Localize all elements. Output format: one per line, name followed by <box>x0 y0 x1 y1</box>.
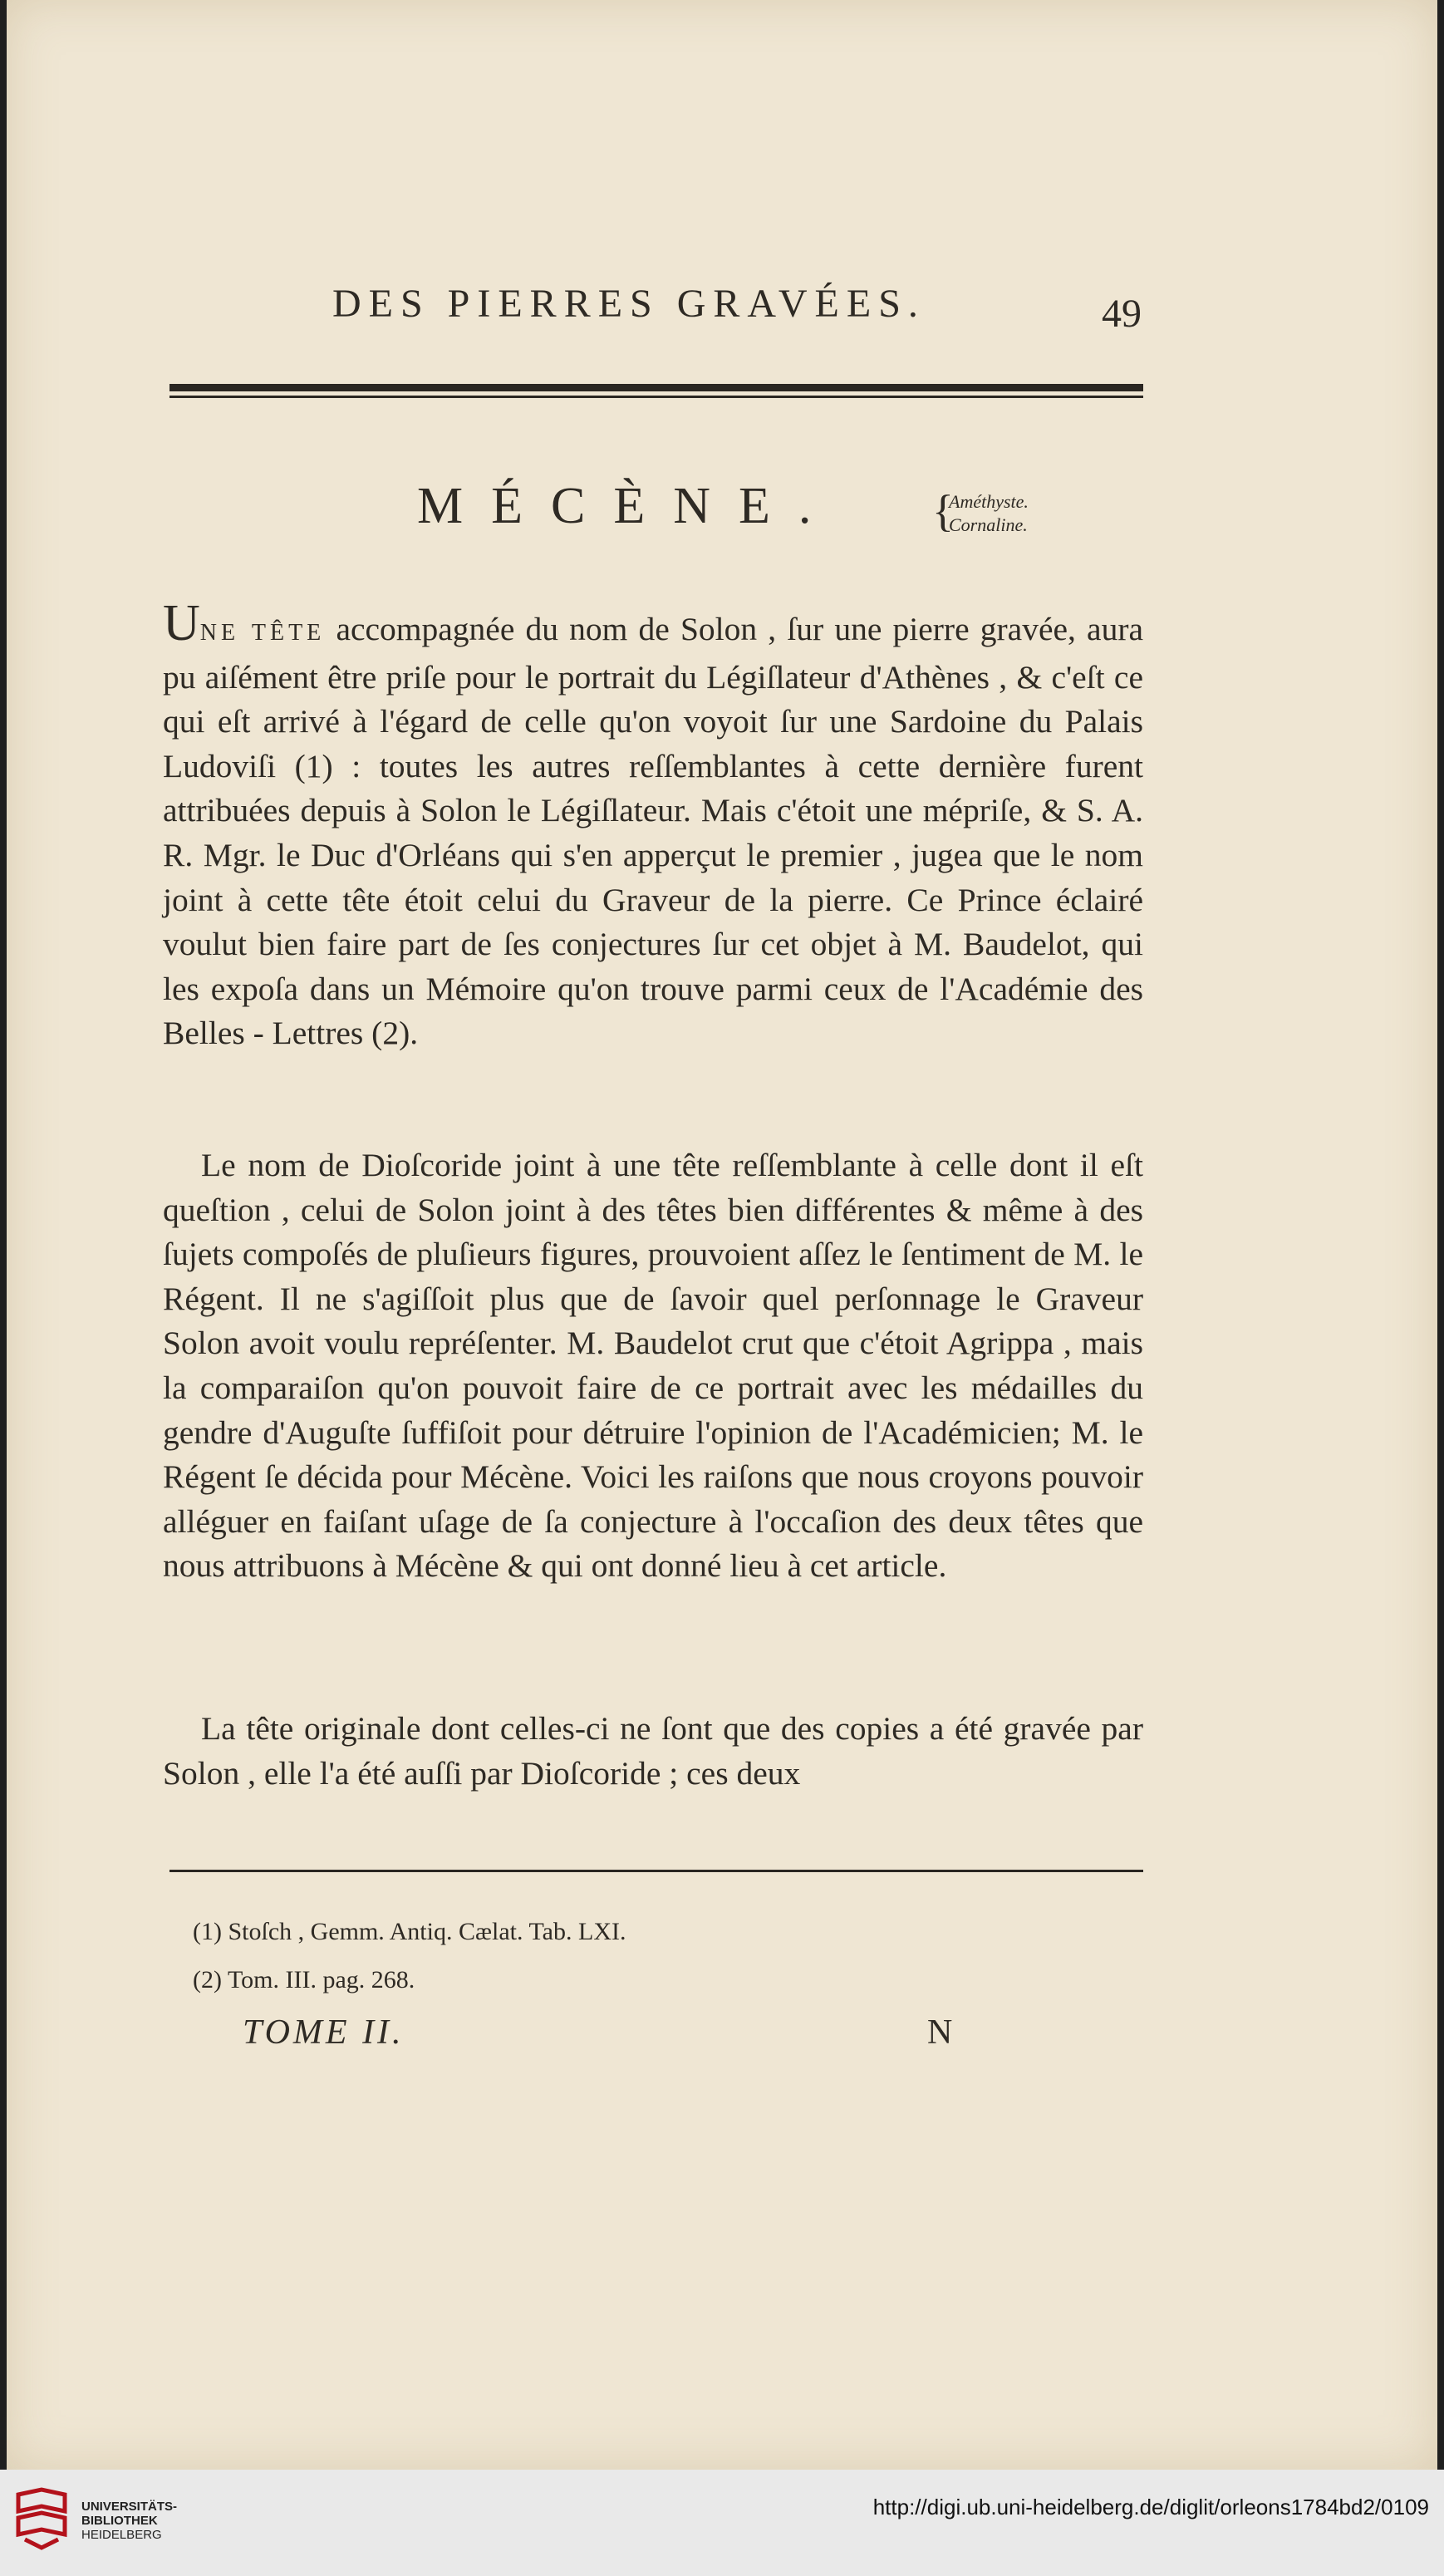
chapter-title: MÉCÈNE. <box>417 478 840 534</box>
signature-mark: N <box>927 2013 953 2052</box>
footnote-rule <box>169 1870 1143 1872</box>
footnote-1: (1) Stoſch , Gemm. Antiq. Cælat. Tab. LXI. <box>193 1918 626 1945</box>
stones-brace: { <box>932 486 954 536</box>
lead-smallcaps: NE TÊTE <box>199 620 326 646</box>
library-name <box>81 2500 177 2542</box>
paragraph-2 <box>163 1143 1143 1589</box>
drop-cap: U <box>163 595 200 651</box>
paragraph-2-text: Le nom de Dioſcoride joint à une tête reſſemblante à celle dont il eſt queſtion , celui de Solon joint à des têtes bien différentes & même à des ſujets compoſés de pluſieurs figures, prouvoient aſſez le ſentiment de M. le Régent. Il ne s'agiſſoit plus que de ſavoir quel perſonnage le Graveur Solon avoit voulu repréſenter. M. Baudelot crut que c'étoit Agrippa , mais la comparaiſon qu'on pouvoit faire de ce portrait avec les médailles du gendre d'Auguſte ſuffiſoit pour détruire l'opinion de l'Académicien; M. le Régent ſe décida pour Mécène. Voici les raiſons que nous croyons pouvoir alléguer en faiſant uſage de ſa conjecture à l'occaſion des deux têtes que nous attribuons à Mécène & qui ont donné lieu à cet article. <box>163 1147 1143 1585</box>
footnote-2: (2) Tom. III. pag. 268. <box>193 1966 415 1993</box>
paragraph-1-text: accompagnée du nom de Solon , ſur une pierre gravée, aura pu aiſément être priſe pour le portrait du Légiſlateur d'Athènes , & c'eſt ce qui eſt arrivé à l'égard de celle qu'on voyoit ſur une Sardoine du Palais Ludoviſi (1) : toutes les autres reſſemblantes à cette dernière furent attribuées depuis à Solon le Légiſlateur. Mais c'étoit une mépriſe, & S. A. R. Mgr. le Duc d'Orléans qui s'en apperçut le premier , jugea que le nom joint à cette tête étoit celui du Graveur de la pierre. Ce Prince éclairé voulut bien faire part de ſes conjectures ſur cet objet à M. Baudelot, qui les expoſa dans un Mémoire qu'on trouve parmi ceux de l'Académie des Belles - Lettres (2). <box>163 611 1144 1052</box>
paragraph-1 <box>163 595 1144 1056</box>
paragraph-3 <box>163 1707 1143 1796</box>
library-line-2: BIBLIOTHEK <box>81 2514 158 2528</box>
stones-note <box>949 490 1029 537</box>
paragraph-3-text: La tête originale dont celles-ci ne ſont que des copies a été gravée par Solon , elle l'a été auſſi par Dioſcoride ; ces deux <box>163 1710 1143 1792</box>
page-number: 49 <box>1102 292 1142 336</box>
viewer-footer <box>0 2470 1444 2576</box>
header-rule-thick <box>169 384 1143 391</box>
source-url-link[interactable]: http://digi.ub.uni-heidelberg.de/diglit/orleons1784bd2/0109 <box>872 2495 1429 2519</box>
library-logo-icon <box>13 2486 70 2551</box>
header-rule-thin <box>169 396 1143 398</box>
book-page <box>7 0 1437 2470</box>
tome-label: TOME II. <box>243 2013 405 2052</box>
stone-amethyst: Améthyste. <box>949 491 1029 512</box>
library-line-3: HEIDELBERG <box>81 2528 162 2542</box>
stone-cornaline: Cornaline. <box>949 514 1028 535</box>
running-head: DES PIERRES GRAVÉES. <box>332 282 926 326</box>
library-line-1: UNIVERSITÄTS- <box>81 2500 178 2514</box>
